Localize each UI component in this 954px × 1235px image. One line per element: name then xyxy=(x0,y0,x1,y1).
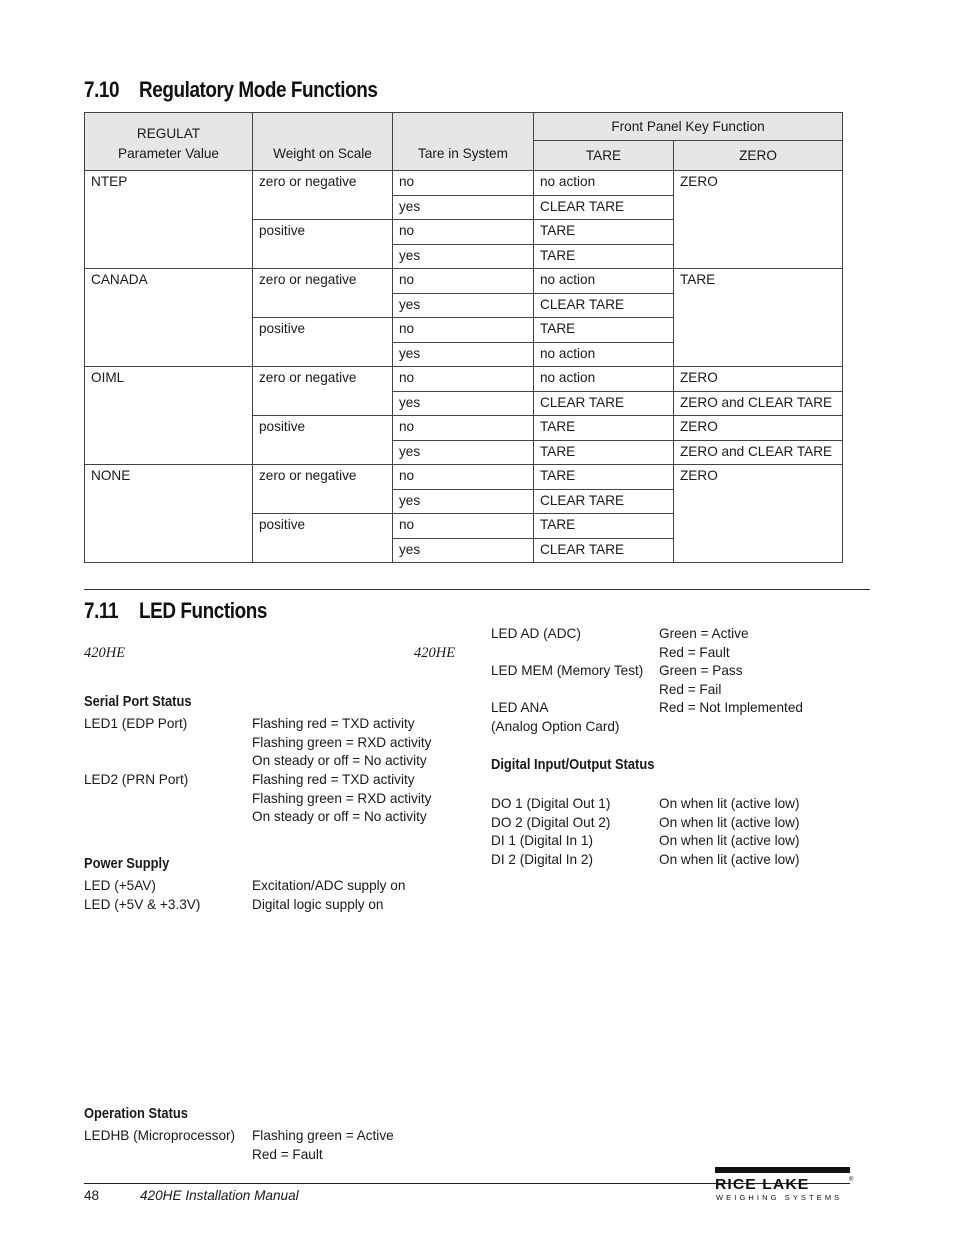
tare-cell: no xyxy=(393,318,534,343)
tare-function-cell: no action xyxy=(534,342,674,367)
header-tare-in-system: Tare in System xyxy=(393,113,534,171)
table-row xyxy=(85,269,843,294)
zero-function-cell: ZERO and CLEAR TARE xyxy=(674,391,843,416)
zero-function-cell: ZERO xyxy=(674,465,843,563)
section-heading-7-11 xyxy=(84,598,267,624)
header-regulat: REGULAT xyxy=(136,126,201,141)
led-description xyxy=(659,625,749,662)
led-label-line: LED ANA xyxy=(491,700,549,715)
logo-bar xyxy=(715,1167,850,1173)
led-description: Excitation/ADC supply on xyxy=(252,878,406,893)
tare-function-cell: TARE xyxy=(534,465,674,490)
tare-function-cell: CLEAR TARE xyxy=(534,195,674,220)
zero-function-cell: ZERO xyxy=(674,171,843,269)
tare-function-cell: TARE xyxy=(534,220,674,245)
tare-function-cell: CLEAR TARE xyxy=(534,293,674,318)
led-description-line: Red = Fault xyxy=(252,1146,323,1162)
tare-function-cell: TARE xyxy=(534,416,674,441)
led-description xyxy=(252,1127,394,1164)
weight-cell: zero or negative xyxy=(253,269,393,318)
header-front-panel-key-function: Front Panel Key Function xyxy=(534,113,843,141)
led-label: LED (+5AV) xyxy=(84,878,156,893)
param-cell: NTEP xyxy=(85,171,253,269)
tare-cell: no xyxy=(393,269,534,294)
io-labels xyxy=(491,795,610,870)
led-label: LEDHB (Microprocessor) xyxy=(84,1128,236,1143)
tare-function-cell: TARE xyxy=(534,318,674,343)
param-cell: OIML xyxy=(85,367,253,465)
tare-function-cell: TARE xyxy=(534,244,674,269)
led-description xyxy=(252,771,431,827)
tare-cell: yes xyxy=(393,293,534,318)
led-label: LED MEM (Memory Test) xyxy=(491,663,644,678)
io-value: On when lit (active low) xyxy=(659,796,800,811)
led-label xyxy=(491,699,619,736)
tare-function-cell: CLEAR TARE xyxy=(534,538,674,563)
intro-model-left: 420HE xyxy=(84,645,126,661)
tare-cell: no xyxy=(393,465,534,490)
weight-cell: zero or negative xyxy=(253,171,393,220)
led-description-line: Green = Pass xyxy=(659,663,743,678)
tare-function-cell: no action xyxy=(534,367,674,392)
tare-cell: no xyxy=(393,220,534,245)
weight-cell: positive xyxy=(253,220,393,269)
tare-function-cell: CLEAR TARE xyxy=(534,489,674,514)
tare-cell: yes xyxy=(393,195,534,220)
section-title: LED Functions xyxy=(139,598,267,623)
header-tare-key: TARE xyxy=(534,141,674,171)
header-zero-key: ZERO xyxy=(674,141,843,171)
tare-function-cell: CLEAR TARE xyxy=(534,391,674,416)
io-value: On when lit (active low) xyxy=(659,833,800,849)
led-description-line: On steady or off = No activity xyxy=(252,809,427,825)
table-row xyxy=(85,171,843,196)
header-weight-on-scale: Weight on Scale xyxy=(253,113,393,171)
zero-function-cell: ZERO xyxy=(674,367,843,392)
table-row xyxy=(85,465,843,490)
logo-wordmark: RICE LAKE xyxy=(715,1176,810,1193)
tare-function-cell: TARE xyxy=(534,514,674,539)
table-row xyxy=(85,367,843,392)
tare-cell: no xyxy=(393,416,534,441)
header-parameter-value: Parameter Value xyxy=(118,146,219,161)
tare-cell: yes xyxy=(393,244,534,269)
io-value: On when lit (active low) xyxy=(659,852,800,868)
zero-function-cell: ZERO and CLEAR TARE xyxy=(674,440,843,465)
led-description-line: Flashing red = TXD activity xyxy=(252,716,415,731)
led-description: Red = Not Implemented xyxy=(659,700,803,715)
led-description-line: Green = Active xyxy=(659,626,749,641)
tare-cell: yes xyxy=(393,440,534,465)
tare-cell: no xyxy=(393,367,534,392)
zero-function-cell: TARE xyxy=(674,269,843,367)
header-regulat-parameter xyxy=(85,113,253,171)
section-number: 7.11 xyxy=(84,598,119,623)
led-description: Digital logic supply on xyxy=(252,897,384,912)
led-description-line: Red = Fail xyxy=(659,681,722,697)
io-value: On when lit (active low) xyxy=(659,814,800,830)
weight-cell: positive xyxy=(253,416,393,465)
led-label: LED (+5V & +3.3V) xyxy=(84,897,201,912)
logo-tagline: WEIGHING SYSTEMS xyxy=(716,1193,843,1202)
serial-port-heading: Serial Port Status xyxy=(84,693,192,710)
logo-registered-mark: ® xyxy=(849,1177,854,1183)
led-label: LED1 (EDP Port) xyxy=(84,716,188,731)
tare-cell: yes xyxy=(393,391,534,416)
led-description-line: Flashing green = RXD activity xyxy=(252,734,432,750)
page-number: 48 xyxy=(84,1188,100,1203)
led-label: LED2 (PRN Port) xyxy=(84,772,189,787)
led-label: LED AD (ADC) xyxy=(491,626,581,641)
intro-model-right: 420HE xyxy=(414,645,456,661)
io-label: DI 1 (Digital In 1) xyxy=(491,833,593,849)
weight-cell: positive xyxy=(253,514,393,563)
digital-io-heading: Digital Input/Output Status xyxy=(491,756,655,773)
led-description xyxy=(659,662,743,699)
tare-cell: no xyxy=(393,514,534,539)
param-cell: CANADA xyxy=(85,269,253,367)
section-title: Regulatory Mode Functions xyxy=(139,77,378,102)
tare-cell: yes xyxy=(393,489,534,514)
manual-title: 420HE Installation Manual xyxy=(140,1188,299,1203)
io-values xyxy=(659,795,800,870)
led-description-line: Flashing red = TXD activity xyxy=(252,772,415,787)
section-number: 7.10 xyxy=(84,77,120,102)
tare-function-cell: no action xyxy=(534,269,674,294)
operation-status-heading: Operation Status xyxy=(84,1105,188,1122)
tare-cell: yes xyxy=(393,342,534,367)
section-heading-7-10 xyxy=(84,77,377,103)
tare-function-cell: TARE xyxy=(534,440,674,465)
weight-cell: zero or negative xyxy=(253,367,393,416)
section-divider xyxy=(84,589,870,590)
led-description-line: Flashing green = Active xyxy=(252,1128,394,1143)
io-label: DO 2 (Digital Out 2) xyxy=(491,814,611,830)
zero-function-cell: ZERO xyxy=(674,416,843,441)
weight-cell: zero or negative xyxy=(253,465,393,514)
weight-cell: positive xyxy=(253,318,393,367)
led-description-line: On steady or off = No activity xyxy=(252,753,427,769)
led-description-line: Flashing green = RXD activity xyxy=(252,790,432,806)
param-cell: NONE xyxy=(85,465,253,563)
tare-cell: no xyxy=(393,171,534,196)
led-description xyxy=(252,715,431,771)
led-description-line: Red = Fault xyxy=(659,644,730,660)
tare-cell: yes xyxy=(393,538,534,563)
led-label-line: (Analog Option Card) xyxy=(491,718,620,734)
power-supply-heading: Power Supply xyxy=(84,855,170,872)
io-label: DI 2 (Digital In 2) xyxy=(491,852,593,868)
io-label: DO 1 (Digital Out 1) xyxy=(491,796,611,811)
regulatory-mode-table xyxy=(84,112,843,563)
tare-function-cell: no action xyxy=(534,171,674,196)
